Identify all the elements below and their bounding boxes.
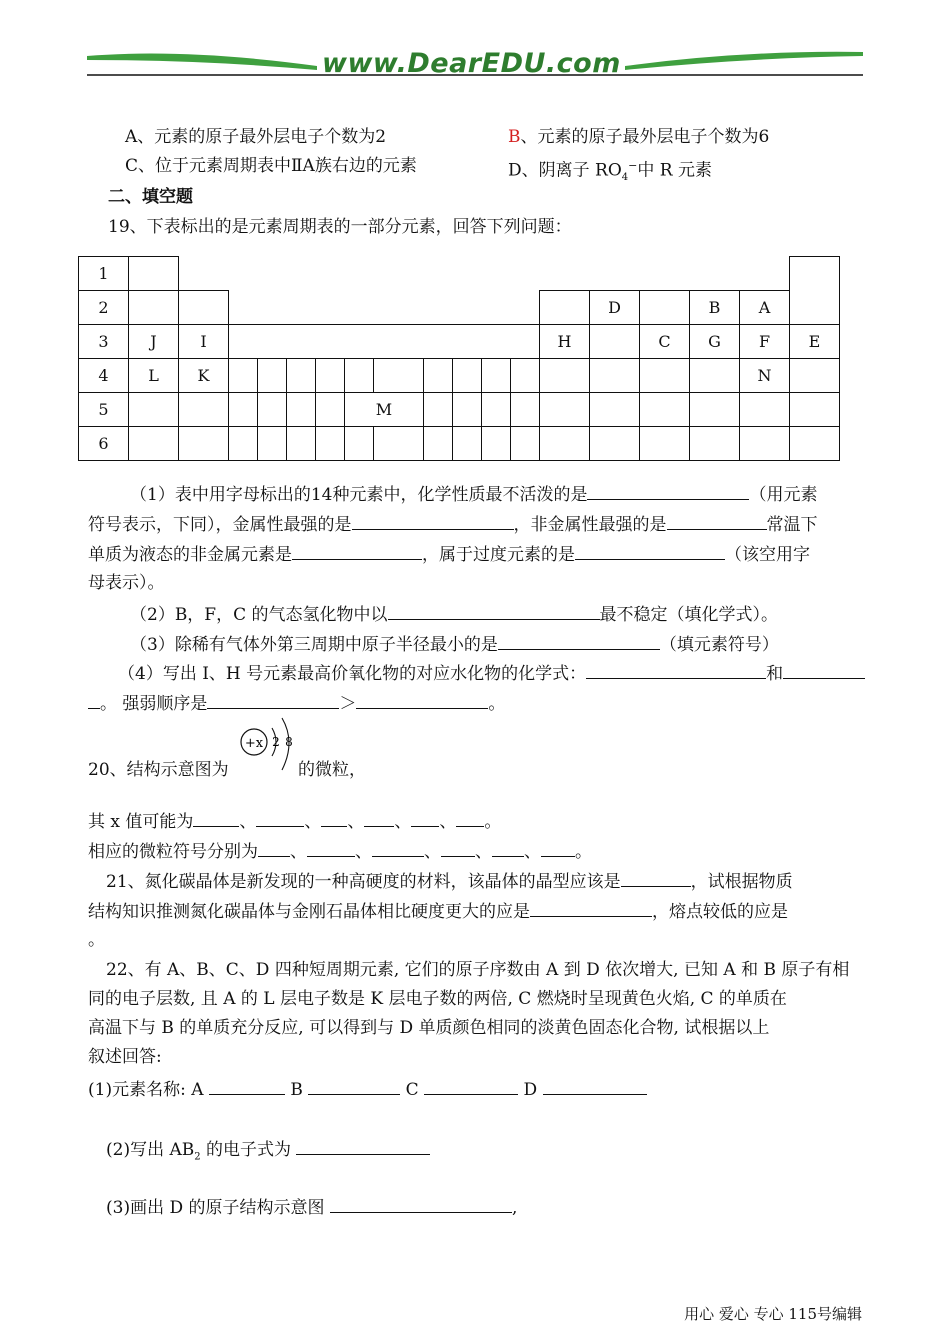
table-cell <box>345 359 374 393</box>
answer-blank[interactable] <box>575 543 725 560</box>
table-cell <box>374 359 424 393</box>
table-cell <box>690 427 740 461</box>
element-A: A <box>740 291 790 325</box>
table-cell <box>229 359 258 393</box>
element-D: D <box>590 291 640 325</box>
element-J: J <box>129 325 179 359</box>
table-cell <box>229 291 540 325</box>
table-cell <box>129 393 179 427</box>
table-cell <box>424 359 453 393</box>
table-cell <box>640 359 690 393</box>
nucleus-charge: +x <box>244 736 264 751</box>
table-cell <box>590 393 640 427</box>
table-cell <box>590 325 640 359</box>
atom-structure-diagram <box>236 712 304 780</box>
element-C: C <box>640 325 690 359</box>
element-I: I <box>179 325 229 359</box>
table-cell <box>129 427 179 461</box>
table-cell <box>453 393 482 427</box>
q22-part2: (2)写出 $AB_2$ 的电子式为 <box>106 1138 430 1167</box>
q19-part1-line3: 单质为液态的非金属元素是 ，属于过度元素的是 （该空用字 <box>88 545 810 565</box>
table-cell <box>740 393 790 427</box>
table-cell <box>424 393 453 427</box>
option-b: B、元素的原子最外层电子个数为6 <box>508 127 770 147</box>
q21-line1: 21、氮化碳晶体是新发现的一种高硬度的材料，该晶体的晶型应该是 ，试根据物质 <box>106 872 793 892</box>
table-cell <box>790 257 840 291</box>
element-K: K <box>179 359 229 393</box>
element-N: N <box>740 359 790 393</box>
q22-part3: (3)画出 D 的原子结构示意图 , <box>106 1198 518 1218</box>
table-cell <box>590 359 640 393</box>
q21-line2: 结构知识推测氮化碳晶体与金刚石晶体相比硬度更大的应是 ，熔点较低的应是 <box>88 902 788 922</box>
q22-line2: 同的电子层数, 且 A 的 L 层电子数是 K 层电子数的两倍, C 燃烧时呈现黄色火焰, C 的单质在 <box>88 989 787 1009</box>
table-cell <box>287 393 316 427</box>
answer-blank[interactable] <box>256 810 304 827</box>
answer-blank[interactable] <box>296 1138 430 1155</box>
table-cell <box>482 393 511 427</box>
q19-intro: 19、下表标出的是元素周期表的一部分元素，回答下列问题： <box>108 217 572 237</box>
q20-intro: 20、结构示意图为 <box>88 760 229 780</box>
element-L: L <box>129 359 179 393</box>
table-cell <box>640 427 690 461</box>
table-cell <box>690 393 740 427</box>
q19-part4: （4）写出 I、H 号元素最高价氧化物的对应水化物的化学式： 和 <box>118 662 865 684</box>
table-cell <box>179 393 229 427</box>
q19-part2: （2）B，F，C 的气态氢化物中以 最不稳定（填化学式）。 <box>130 605 779 625</box>
answer-blank[interactable] <box>372 840 424 857</box>
answer-blank[interactable] <box>88 692 100 709</box>
option-c: C、位于元素周期表中ⅡA族右边的元素 <box>125 156 417 176</box>
answer-blank[interactable] <box>307 840 355 857</box>
table-cell <box>374 427 424 461</box>
q20-symbols: 相应的微粒符号分别为 、 、 、 、 、 。 <box>88 842 592 862</box>
table-cell <box>640 291 690 325</box>
answer-blank[interactable] <box>209 1078 285 1095</box>
answer-blank[interactable] <box>492 840 524 857</box>
section-title: 二、填空题 <box>108 187 193 207</box>
answer-blank[interactable] <box>330 1196 512 1213</box>
footer-note: 用心 爱心 专心 115号编辑 <box>684 1305 862 1323</box>
element-H: H <box>540 325 590 359</box>
table-cell <box>453 427 482 461</box>
q21-line3: 。 <box>88 930 105 950</box>
table-cell <box>179 427 229 461</box>
element-M: M <box>345 393 424 427</box>
q19-part1-line4: 母表示）。 <box>88 573 165 593</box>
table-cell <box>129 291 179 325</box>
q22-line1: 22、有 A、B、C、D 四种短周期元素, 它们的原子序数由 A 到 D 依次增大, 已知 A 和 B 原子有相 <box>106 960 850 980</box>
table-cell <box>345 427 374 461</box>
answer-blank[interactable] <box>207 692 339 709</box>
answer-blank[interactable] <box>587 483 749 500</box>
table-cell <box>790 427 840 461</box>
table-cell <box>258 427 287 461</box>
answer-blank[interactable] <box>321 810 347 827</box>
answer-blank[interactable] <box>530 900 652 917</box>
answer-blank[interactable] <box>667 513 767 530</box>
table-cell <box>482 427 511 461</box>
table-cell <box>179 291 229 325</box>
table-cell <box>424 427 453 461</box>
table-cell <box>229 427 258 461</box>
element-G: G <box>690 325 740 359</box>
table-cell <box>511 427 540 461</box>
table-cell <box>482 359 511 393</box>
answer-blank[interactable] <box>411 810 439 827</box>
answer-blank[interactable] <box>424 1078 518 1095</box>
table-cell <box>690 359 740 393</box>
table-cell <box>740 427 790 461</box>
answer-blank[interactable] <box>783 662 865 679</box>
table-cell <box>790 291 840 325</box>
table-cell <box>316 359 345 393</box>
option-a: A、元素的原子最外层电子个数为2 <box>125 127 387 147</box>
q19-part4-order: 。 强弱顺序是 ＞ 。 <box>88 692 505 714</box>
element-E: E <box>790 325 840 359</box>
table-cell <box>790 393 840 427</box>
table-cell <box>287 359 316 393</box>
q20-intro-end: 的微粒， <box>298 760 366 780</box>
q19-part1-line1: （1）表中用字母标出的14种元素中，化学性质最不活泼的是 （用元素 <box>130 485 818 505</box>
table-cell <box>540 393 590 427</box>
answer-blank[interactable] <box>193 810 239 827</box>
table-cell <box>640 393 690 427</box>
q22-line4: 叙述回答: <box>88 1047 162 1067</box>
period-label: 4 <box>79 359 129 393</box>
table-cell <box>229 393 258 427</box>
table-cell <box>258 359 287 393</box>
table-cell <box>129 257 179 291</box>
table-cell <box>590 427 640 461</box>
table-cell <box>540 427 590 461</box>
table-cell <box>287 427 316 461</box>
table-cell <box>540 359 590 393</box>
table-cell <box>179 257 790 291</box>
answer-blank[interactable] <box>586 662 766 679</box>
q20-x-values: 其 x 值可能为 、 、 、 、 、 。 <box>88 812 502 832</box>
answer-blank[interactable] <box>441 840 475 857</box>
q19-part3: （3）除稀有气体外第三周期中原子半径最小的是 （填元素符号） <box>130 635 779 655</box>
answer-blank[interactable] <box>258 840 290 857</box>
element-B: B <box>690 291 740 325</box>
answer-blank[interactable] <box>364 810 394 827</box>
answer-blank[interactable] <box>356 692 488 709</box>
table-cell <box>540 291 590 325</box>
periodic-table <box>78 256 840 461</box>
q22-part1: (1)元素名称: A B C D <box>88 1078 647 1100</box>
option-d: D、阴离子 $RO_4^-$中 R 元素 <box>508 159 712 184</box>
table-cell <box>229 325 540 359</box>
table-cell <box>316 427 345 461</box>
answer-blank[interactable] <box>498 633 660 650</box>
answer-blank[interactable] <box>308 1078 400 1095</box>
answer-blank[interactable] <box>388 603 600 620</box>
period-label: 6 <box>79 427 129 461</box>
element-F: F <box>740 325 790 359</box>
period-label: 5 <box>79 393 129 427</box>
table-cell <box>511 393 540 427</box>
period-label: 3 <box>79 325 129 359</box>
table-cell <box>511 359 540 393</box>
table-cell <box>790 359 840 393</box>
shell-1-electrons: 2 <box>272 735 280 749</box>
period-label: 1 <box>79 257 129 291</box>
table-cell <box>316 393 345 427</box>
q19-part1-line2: 符号表示，下同），金属性最强的是 ，非金属性最强的是 常温下 <box>88 515 818 535</box>
table-cell <box>453 359 482 393</box>
table-cell <box>258 393 287 427</box>
period-label: 2 <box>79 291 129 325</box>
q22-line3: 高温下与 B 的单质充分反应, 可以得到与 D 单质颜色相同的淡黄色固态化合物, 试根据以上 <box>88 1018 770 1038</box>
answer-blank[interactable] <box>292 543 422 560</box>
answer-blank[interactable] <box>541 840 575 857</box>
answer-blank[interactable] <box>352 513 514 530</box>
shell-2-electrons: 8 <box>285 735 293 749</box>
answer-blank[interactable] <box>621 870 691 887</box>
site-logo: www.DearEDU.com <box>322 48 621 79</box>
answer-blank[interactable] <box>543 1078 647 1095</box>
answer-blank[interactable] <box>456 810 484 827</box>
